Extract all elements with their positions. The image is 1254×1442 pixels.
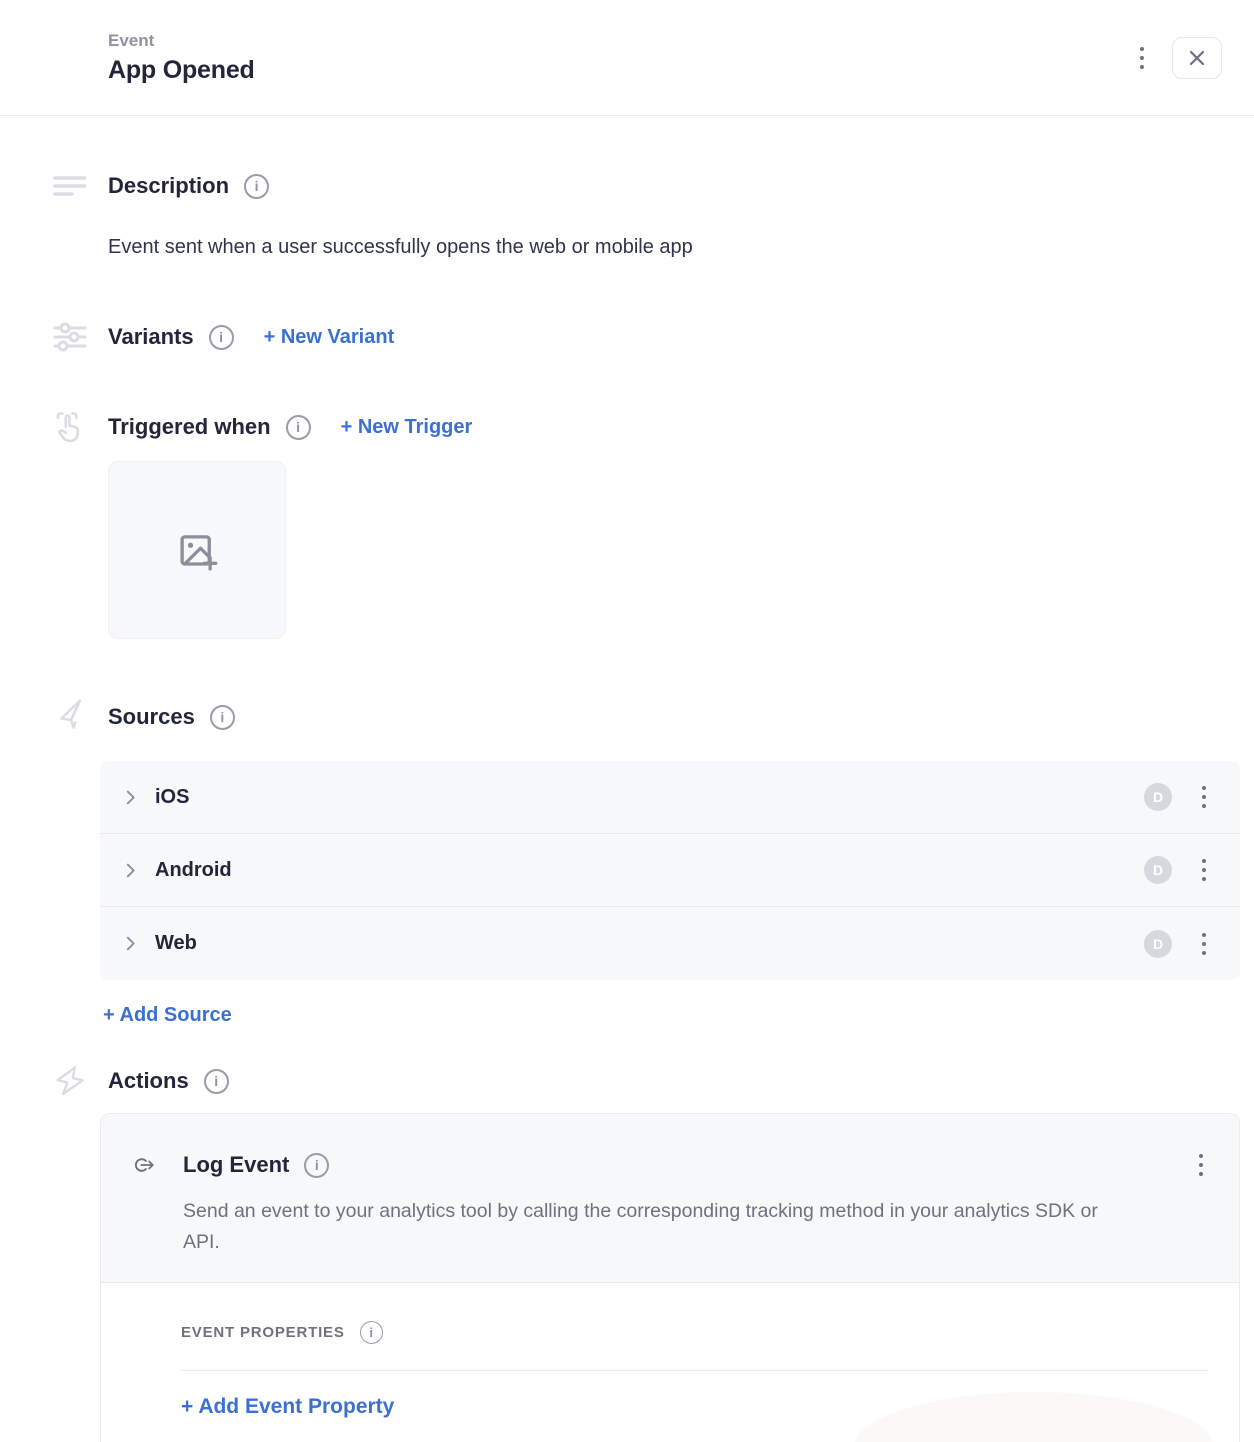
image-plus-icon bbox=[176, 529, 218, 571]
log-event-info-icon[interactable]: i bbox=[304, 1153, 329, 1178]
source-env-badge: D bbox=[1144, 856, 1172, 884]
source-kebab-menu-button[interactable] bbox=[1196, 853, 1212, 887]
close-button[interactable] bbox=[1172, 37, 1222, 79]
triggered-when-heading: Triggered when bbox=[108, 414, 271, 439]
page-title: App Opened bbox=[108, 55, 255, 84]
description-text: Event sent when a user successfully opens the web or mobile app bbox=[108, 236, 693, 258]
log-event-title: Log Event bbox=[183, 1152, 290, 1177]
description-section-header bbox=[0, 168, 1254, 204]
new-variant-link[interactable]: + New Variant bbox=[263, 325, 395, 348]
event-properties-info-icon[interactable]: i bbox=[360, 1321, 383, 1344]
new-trigger-link[interactable]: + New Trigger bbox=[340, 415, 473, 438]
chevron-right-icon bbox=[122, 935, 139, 952]
sources-info-icon[interactable]: i bbox=[210, 705, 235, 730]
sliders-icon bbox=[52, 319, 88, 355]
source-env-badge: D bbox=[1144, 783, 1172, 811]
source-name: Android bbox=[155, 858, 232, 881]
variants-heading: Variants bbox=[108, 324, 194, 349]
event-properties-divider bbox=[181, 1370, 1209, 1371]
chevron-right-icon bbox=[122, 862, 139, 879]
tap-gesture-icon bbox=[52, 409, 88, 445]
lightning-bolt-icon bbox=[52, 1063, 88, 1099]
actions-info-icon[interactable]: i bbox=[204, 1069, 229, 1094]
close-icon bbox=[1187, 48, 1207, 68]
log-event-description: Send an event to your analytics tool by calling the corresponding tracking method in your analytics SDK or API. bbox=[183, 1200, 1098, 1254]
entity-type-label: Event bbox=[108, 30, 155, 50]
source-kebab-menu-button[interactable] bbox=[1196, 780, 1212, 814]
source-row-web[interactable] bbox=[100, 907, 1240, 980]
actions-section-header bbox=[0, 1063, 1254, 1099]
source-env-badge: D bbox=[1144, 930, 1172, 958]
source-row-ios[interactable] bbox=[100, 761, 1240, 834]
paper-plane-icon bbox=[52, 699, 88, 735]
kebab-icon bbox=[1202, 859, 1206, 881]
sources-section-header bbox=[0, 699, 1254, 735]
source-list bbox=[100, 761, 1240, 980]
log-event-icon bbox=[131, 1152, 157, 1178]
header-actions bbox=[1132, 37, 1222, 79]
header-kebab-menu-button[interactable] bbox=[1132, 39, 1152, 77]
header-title-block bbox=[108, 31, 255, 85]
source-row-android[interactable] bbox=[100, 834, 1240, 907]
source-name: iOS bbox=[155, 785, 190, 808]
triggered-when-section-header bbox=[0, 409, 1254, 445]
kebab-icon bbox=[1202, 933, 1206, 955]
variants-section-header bbox=[0, 319, 1254, 355]
description-heading: Description bbox=[108, 173, 230, 198]
actions-heading: Actions bbox=[108, 1068, 189, 1093]
add-event-property-link[interactable]: + Add Event Property bbox=[181, 1395, 395, 1419]
event-properties-label: EVENT PROPERTIES bbox=[181, 1324, 345, 1342]
kebab-icon bbox=[1199, 1154, 1203, 1176]
source-kebab-menu-button[interactable] bbox=[1196, 927, 1212, 961]
kebab-icon bbox=[1202, 786, 1206, 808]
description-info-icon[interactable]: i bbox=[244, 174, 269, 199]
log-event-header bbox=[101, 1114, 1239, 1283]
modal-header bbox=[0, 0, 1254, 116]
log-event-body bbox=[101, 1283, 1239, 1419]
log-event-action-card bbox=[100, 1113, 1240, 1442]
sources-heading: Sources bbox=[108, 704, 195, 729]
variants-info-icon[interactable]: i bbox=[209, 325, 234, 350]
trigger-image-upload-placeholder[interactable] bbox=[108, 461, 286, 639]
log-event-kebab-menu-button[interactable] bbox=[1193, 1148, 1209, 1182]
source-name: Web bbox=[155, 932, 197, 954]
triggered-when-info-icon[interactable]: i bbox=[286, 415, 311, 440]
add-source-link[interactable]: + Add Source bbox=[103, 1004, 232, 1026]
kebab-icon bbox=[1140, 47, 1144, 69]
chevron-right-icon bbox=[122, 789, 139, 806]
description-lines-icon bbox=[52, 168, 88, 204]
